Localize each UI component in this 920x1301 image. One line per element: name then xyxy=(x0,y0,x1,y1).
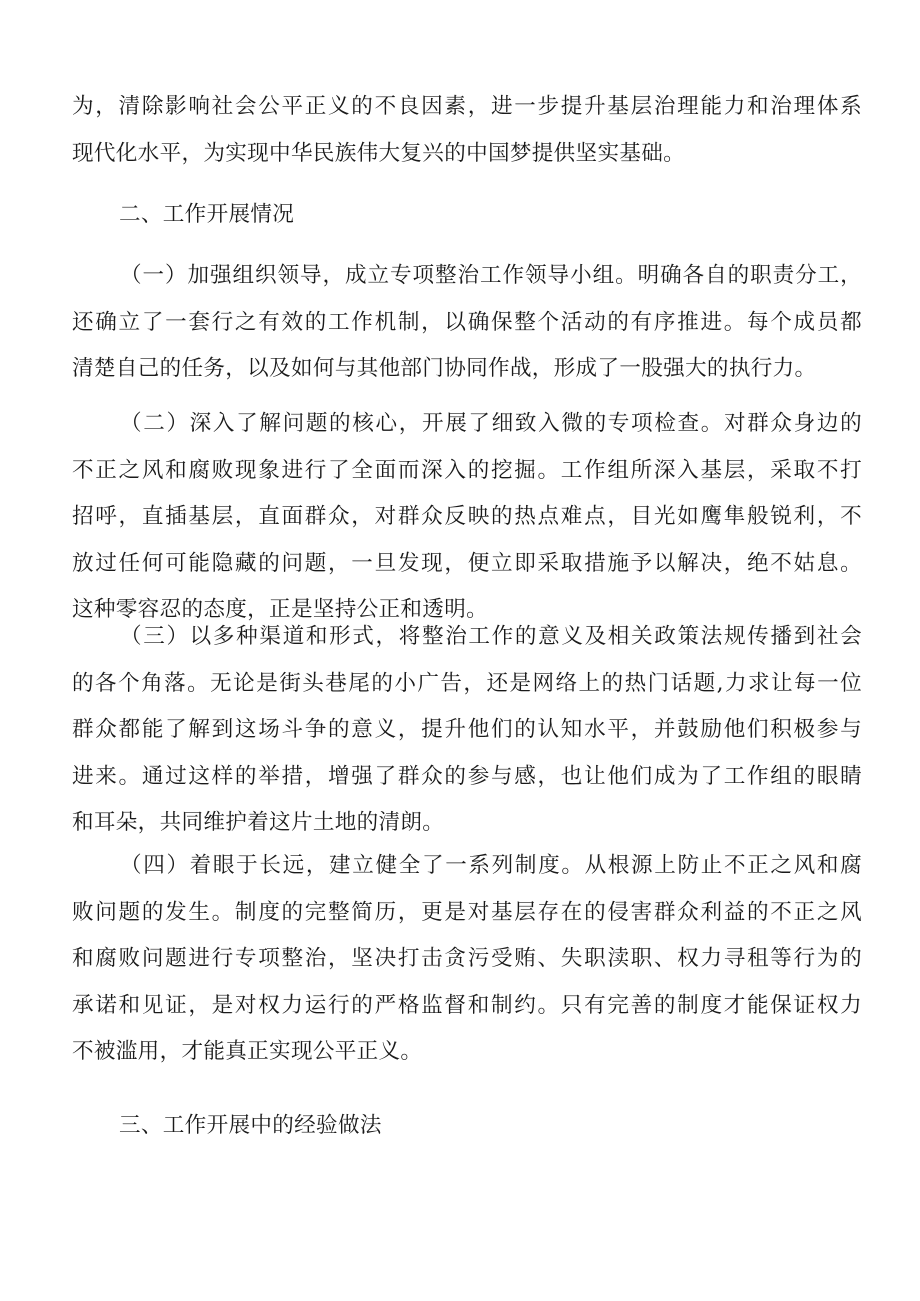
paragraph-3-line-1: （三）以多种渠道和形式，将整治工作的意义及相关政策法规传播到社会 xyxy=(120,624,862,649)
section-heading-3: 三、工作开展中的经验做法 xyxy=(119,1113,382,1138)
intro-paragraph xyxy=(72,84,862,177)
paragraph-3-line-5: 和耳朵，共同维护着这片土地的清朗。 xyxy=(72,810,445,835)
paragraph-3 xyxy=(72,614,862,847)
paragraph-2-line-5: 这种零容忍的态度，正是坚持公正和透明。 xyxy=(72,597,488,622)
paragraph-4-line-5: 不被滥用，才能真正实现公平正义。 xyxy=(72,1039,423,1064)
paragraph-2-line-3: 招呼，直插基层，直面群众，对群众反映的热点难点，目光如鹰隼般锐利，不 xyxy=(72,504,862,529)
paragraph-2-line-2: 不正之风和腐败现象进行了全面而深入的挖掘。工作组所深入基层，采取不打 xyxy=(72,457,862,483)
paragraph-2-line-1: （二）深入了解问题的核心，开展了细致入微的专项检查。对群众身边的 xyxy=(120,411,862,436)
intro-line-1: 为，清除影响社会公平正义的不良因素，进一步提升基层治理能力和治理体系 xyxy=(72,94,862,119)
paragraph-3-line-3: 群众都能了解到这场斗争的意义，提升他们的认知水平，并鼓励他们积极参与 xyxy=(72,717,862,742)
section-heading-2: 二、工作开展情况 xyxy=(119,202,295,227)
paragraph-1-line-3: 清楚自己的任务，以及如何与其他部门协同作战，形成了一股强大的执行力。 xyxy=(72,356,817,381)
paragraph-1-line-1: （一）加强组织领导，成立专项整治工作领导小组。明确各自的职责分工， xyxy=(120,263,862,288)
paragraph-2 xyxy=(72,401,862,634)
paragraph-3-line-4: 进来。通过这样的举措，增强了群众的参与感，也让他们成为了工作组的眼睛 xyxy=(72,763,862,789)
paragraph-3-line-2: 的各个角落。无论是街头巷尾的小广告，还是网络上的热门话题,力求让每一位 xyxy=(72,670,862,696)
paragraph-1-line-2: 还确立了一套行之有效的工作机制，以确保整个活动的有序推进。每个成员都 xyxy=(72,309,862,335)
paragraph-1 xyxy=(72,253,862,393)
paragraph-4-line-4: 承诺和见证，是对权力运行的严格监督和制约。只有完善的制度才能保证权力 xyxy=(72,992,862,1018)
paragraph-4-line-1: （四）着眼于长远，建立健全了一系列制度。从根源上防止不正之风和腐 xyxy=(120,853,862,878)
paragraph-4-line-2: 败问题的发生。制度的完整简历，更是对基层存在的侵害群众利益的不正之风 xyxy=(72,899,862,925)
paragraph-2-line-4: 放过任何可能隐藏的问题，一旦发现，便立即采取措施予以解决，绝不姑息。 xyxy=(72,550,862,576)
paragraph-4 xyxy=(72,843,862,1076)
paragraph-4-line-3: 和腐败问题进行专项整治，坚决打击贪污受贿、失职渎职、权力寻租等行为的 xyxy=(72,946,862,971)
intro-line-2: 现代化水平，为实现中华民族伟大复兴的中国梦提供坚实基础。 xyxy=(72,140,686,166)
